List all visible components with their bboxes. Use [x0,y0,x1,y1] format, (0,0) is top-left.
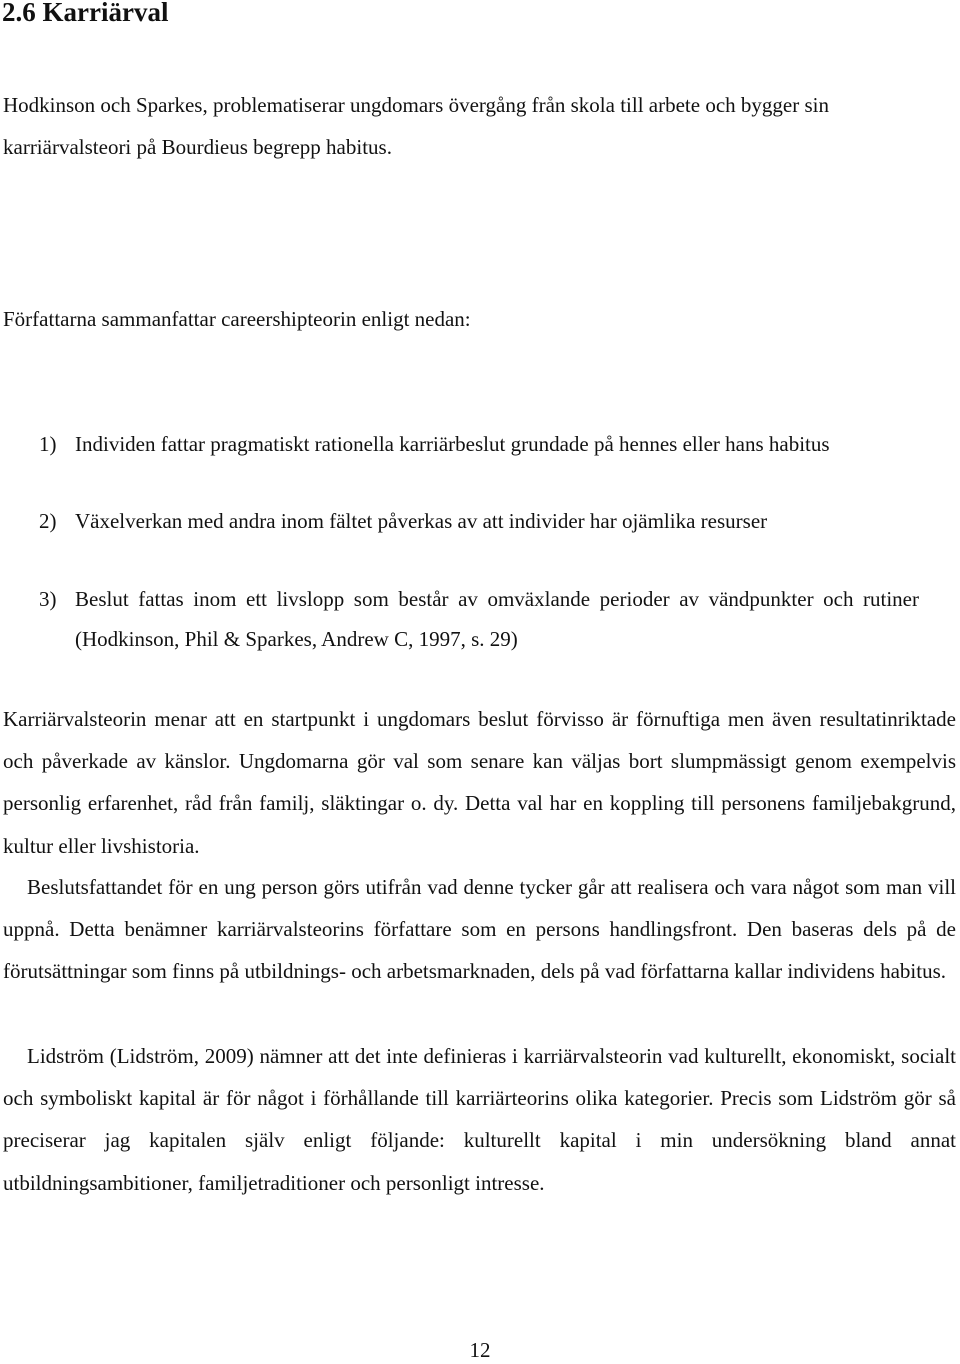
list-item [39,424,919,464]
page-number: 12 [469,1338,491,1362]
section-heading: 2.6 Karriärval [2,0,169,27]
list-item-text: Individen fattar pragmatiskt rationella karriärbeslut grundade på hennes eller hans habitus [75,432,830,456]
list-item-text: Beslut fattas inom ett livslopp som består av omväxlande perioder av vändpunkter och rutiner (Hodkinson, Phil & Sparkes, Andrew C, 1997, s. 29) [75,587,919,651]
list-item-number: 1) [39,432,57,456]
list-item [39,501,919,541]
list-item-number: 2) [39,509,57,533]
body-paragraph: Beslutsfattandet för en ung person görs utifrån vad denne tycker går att realisera och vara något som man vill uppnå. Detta benämner karriärvalsteorins författare som en persons handlingsfront. Den baseras dels på de förutsättningar som finns på utbildnings- och arbetsmarknaden, dels på vad författarna kallar individens habitus. [3,875,956,984]
body-paragraph: Lidström (Lidström, 2009) nämner att det inte definieras i karriärvalsteorin vad kulturellt, ekonomiskt, socialt och symboliskt kapital är för något i förhållande till karriärteorins olika kategorier. Precis som Lidström gör så preciserar jag kapitalen själv enligt följande: kulturellt kapital i min undersökning bland annat utbildningsambitioner, familjetraditioner och personligt intresse. [3,1044,956,1195]
list-item-number: 3) [39,587,57,611]
list-item-text: Växelverkan med andra inom fältet påverkas av att individer har ojämlika resurser [75,509,768,533]
list-item [39,579,919,659]
body-paragraph: Karriärvalsteorin menar att en startpunkt i ungdomars beslut förvisso är förnuftiga men även resultatinriktade och påverkade av känslor. Ungdomarna gör val som senare kan väljas bort slumpmässigt genom exempelvis personlig erfarenhet, råd från familj, släktingar o. dy. Detta val har en koppling till personens familjebakgrund, kultur eller livshistoria. [3,707,956,858]
intro-paragraph: Hodkinson och Sparkes, problematiserar ungdomars övergång från skola till arbete och bygger sin karriärvalsteori på Bourdieus begrepp habitus. [3,93,829,159]
summary-lead: Författarna sammanfattar careershipteorin enligt nedan: [3,307,471,331]
